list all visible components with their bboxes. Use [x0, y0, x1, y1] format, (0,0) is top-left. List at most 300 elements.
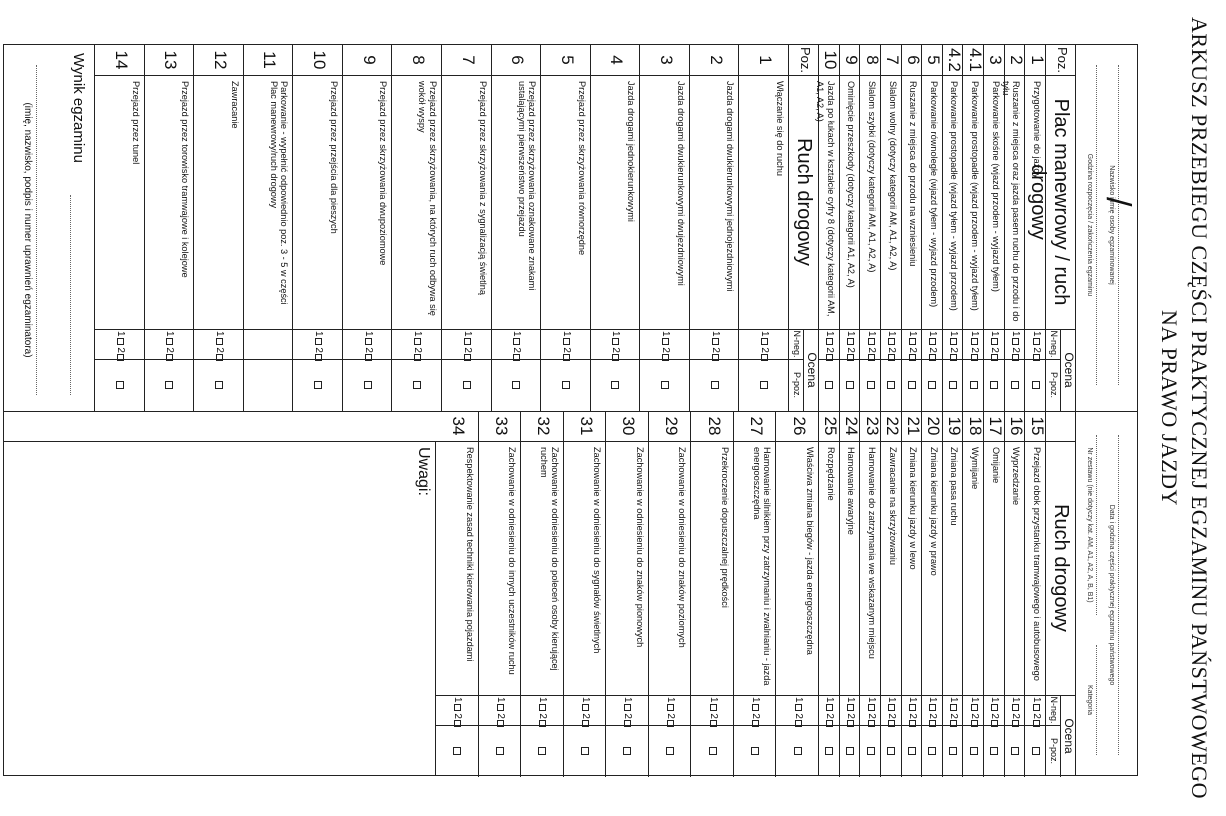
row-number: 22	[883, 416, 903, 436]
attempt-1-label: 1	[759, 331, 771, 337]
row-number: 24	[841, 416, 861, 436]
attempt-1-checkbox[interactable]	[930, 704, 937, 711]
row-number: 4.2	[945, 48, 965, 72]
row-label: Zmiana kierunku jazdy w prawo	[928, 447, 939, 576]
attempt-1-checkbox[interactable]	[1033, 704, 1040, 711]
attempt-1-label: 1	[660, 331, 672, 337]
attempt-2-label: 2	[824, 347, 836, 353]
attempt-1-checkbox[interactable]	[117, 338, 124, 345]
ppoz-checkbox[interactable]	[970, 747, 978, 755]
attempt-2-label: 2	[989, 347, 1001, 353]
attempt-2-checkbox[interactable]	[464, 354, 471, 361]
row-number: 10	[310, 50, 330, 70]
attempt-1-checkbox[interactable]	[826, 704, 833, 711]
attempt-2-label: 2	[759, 347, 771, 353]
ppoz-checkbox[interactable]	[1011, 381, 1019, 389]
attempt-2-checkbox[interactable]	[497, 720, 504, 727]
row-number: 28	[704, 416, 724, 436]
attempt-2-label: 2	[865, 713, 877, 719]
nneg-checkboxes[interactable]	[866, 697, 877, 727]
nneg-checkboxes[interactable]	[824, 331, 835, 361]
attempt-1-label: 1	[906, 697, 918, 703]
ppoz-checkbox[interactable]	[612, 381, 620, 389]
row-number: 23	[862, 416, 882, 436]
ppoz-checkbox[interactable]	[1032, 381, 1040, 389]
attempt-2-checkbox[interactable]	[513, 354, 520, 361]
attempt-2-checkbox[interactable]	[909, 720, 916, 727]
attempt-2-label: 2	[114, 347, 126, 353]
attempt-2-checkbox[interactable]	[888, 720, 895, 727]
attempt-2-checkbox[interactable]	[662, 354, 669, 361]
attempt-2-label: 2	[665, 713, 677, 719]
row-number: 5	[924, 55, 944, 65]
ocena-header-ruch: Ocena	[805, 352, 819, 388]
nneg-checkboxes[interactable]	[907, 697, 918, 727]
attempt-2-checkbox[interactable]	[868, 720, 875, 727]
row-label: Hamowanie silnikiem przy zatrzymaniu i zwalnianiu - jazda energooszczędna	[751, 447, 773, 686]
ppoz-checkbox[interactable]	[413, 381, 421, 389]
row-number: 9	[841, 55, 861, 65]
attempt-1-checkbox[interactable]	[667, 704, 674, 711]
row-label: Zachowanie w odniesieniu do innych uczestników ruchu	[507, 447, 518, 675]
attempt-2-checkbox[interactable]	[539, 720, 546, 727]
ppoz-checkbox[interactable]	[887, 381, 895, 389]
ppoz-checkbox[interactable]	[867, 381, 875, 389]
attempt-2-label: 2	[1010, 347, 1022, 353]
attempt-1-checkbox[interactable]	[761, 338, 768, 345]
name-label: Nazwisko i imię osoby egzaminowanej	[1108, 165, 1115, 285]
attempt-2-checkbox[interactable]	[1033, 354, 1040, 361]
attempt-2-checkbox[interactable]	[454, 720, 461, 727]
attempt-2-checkbox[interactable]	[991, 354, 998, 361]
ppoz-checkbox[interactable]	[1032, 747, 1040, 755]
nneg-checkboxes[interactable]	[660, 331, 671, 361]
nneg-label-right: N-neg.	[1049, 696, 1059, 724]
ppoz-checkbox[interactable]	[949, 747, 957, 755]
nneg-checkboxes[interactable]	[580, 697, 591, 727]
ocena-header-plac: Ocena	[1062, 352, 1076, 388]
attempt-1-checkbox[interactable]	[513, 338, 520, 345]
attempt-1-checkbox[interactable]	[166, 338, 173, 345]
row-label: Przejazd przez przejścia dla pieszych	[328, 81, 339, 234]
row-label: Przejazd przez torowisko tramwajowe i kolejowe	[180, 81, 191, 278]
attempt-1-checkbox[interactable]	[888, 338, 895, 345]
row-number: 2	[706, 55, 726, 65]
attempt-1-checkbox[interactable]	[662, 338, 669, 345]
nneg-checkboxes[interactable]	[623, 697, 634, 727]
row-label: Slalom szybki (dotyczy kategorii AM, A1, A2, A)	[866, 81, 877, 273]
ppoz-checkbox[interactable]	[990, 381, 998, 389]
row-label: Zachowanie w odniesieniu do znaków pionowych	[634, 447, 645, 648]
ppoz-checkbox[interactable]	[825, 747, 833, 755]
attempt-2-checkbox[interactable]	[847, 720, 854, 727]
nneg-checkboxes[interactable]	[948, 697, 959, 727]
nneg-checkboxes[interactable]	[115, 331, 126, 361]
nneg-checkboxes[interactable]	[1010, 697, 1021, 727]
row-label: Slalom wolny (dotyczy kategorii AM, A1, A2, A)	[887, 81, 898, 271]
nneg-checkboxes[interactable]	[793, 697, 804, 727]
attempt-1-label: 1	[213, 331, 225, 337]
ppoz-checkbox[interactable]	[624, 747, 632, 755]
attempt-2-checkbox[interactable]	[582, 720, 589, 727]
row-label: Wyprzedzanie	[1011, 447, 1022, 506]
attempt-2-label: 2	[1030, 347, 1042, 353]
attempt-2-checkbox[interactable]	[166, 354, 173, 361]
attempt-1-checkbox[interactable]	[1033, 338, 1040, 345]
nneg-checkboxes[interactable]	[907, 331, 918, 361]
attempt-1-checkbox[interactable]	[454, 704, 461, 711]
nneg-checkboxes[interactable]	[750, 697, 761, 727]
attempt-2-checkbox[interactable]	[826, 354, 833, 361]
ppoz-checkbox[interactable]	[846, 747, 854, 755]
attempt-2-label: 2	[948, 713, 960, 719]
attempt-2-label: 2	[844, 347, 856, 353]
attempt-2-checkbox[interactable]	[712, 354, 719, 361]
ppoz-checkbox[interactable]	[949, 381, 957, 389]
attempt-1-label: 1	[886, 331, 898, 337]
ppoz-checkbox[interactable]	[165, 381, 173, 389]
attempt-2-checkbox[interactable]	[909, 354, 916, 361]
attempt-2-checkbox[interactable]	[752, 720, 759, 727]
nneg-checkboxes[interactable]	[462, 331, 473, 361]
attempt-1-checkbox[interactable]	[710, 704, 717, 711]
attempt-1-checkbox[interactable]	[930, 338, 937, 345]
attempt-2-checkbox[interactable]	[950, 720, 957, 727]
attempt-1-checkbox[interactable]	[1012, 338, 1019, 345]
nneg-checkboxes[interactable]	[164, 331, 175, 361]
attempt-2-label: 2	[213, 347, 225, 353]
nneg-checkboxes[interactable]	[948, 331, 959, 361]
ppoz-checkbox[interactable]	[825, 381, 833, 389]
attempt-2-label: 2	[968, 713, 980, 719]
ppoz-checkbox[interactable]	[908, 747, 916, 755]
attempt-2-checkbox[interactable]	[563, 354, 570, 361]
attempt-2-label: 2	[824, 713, 836, 719]
attempt-1-label: 1	[1030, 697, 1042, 703]
attempt-1-checkbox[interactable]	[563, 338, 570, 345]
ppoz-checkbox[interactable]	[453, 747, 461, 755]
row-number: 33	[491, 416, 511, 436]
attempt-2-checkbox[interactable]	[847, 354, 854, 361]
attempt-1-checkbox[interactable]	[868, 338, 875, 345]
nneg-checkboxes[interactable]	[886, 697, 897, 727]
title-line1: ARKUSZ PRZEBIEGU CZĘŚCI PRAKTYCZNEJ EGZAMINU PAŃSTWOWEGO	[1187, 17, 1212, 799]
attempt-1-checkbox[interactable]	[888, 704, 895, 711]
nneg-checkboxes[interactable]	[452, 697, 463, 727]
attempt-1-label: 1	[1010, 331, 1022, 337]
ppoz-checkbox[interactable]	[116, 381, 124, 389]
attempt-2-checkbox[interactable]	[826, 720, 833, 727]
row-label: Ruszanie z miejsca oraz jazda pasem ruchu do przodu i do tyłu	[1000, 81, 1022, 322]
attempt-2-checkbox[interactable]	[971, 720, 978, 727]
attempt-2-label: 2	[610, 347, 622, 353]
attempt-2-label: 2	[948, 347, 960, 353]
attempt-2-checkbox[interactable]	[930, 354, 937, 361]
attempt-2-checkbox[interactable]	[971, 354, 978, 361]
attempt-1-checkbox[interactable]	[216, 338, 223, 345]
ppoz-checkbox[interactable]	[751, 747, 759, 755]
nneg-checkboxes[interactable]	[866, 331, 877, 361]
attempt-1-checkbox[interactable]	[539, 704, 546, 711]
row-number: 16	[1007, 416, 1027, 436]
ppoz-checkbox[interactable]	[867, 747, 875, 755]
attempt-1-checkbox[interactable]	[991, 338, 998, 345]
attempt-2-label: 2	[1030, 713, 1042, 719]
row-number: 18	[965, 416, 985, 436]
attempt-1-checkbox[interactable]	[971, 338, 978, 345]
attempt-1-checkbox[interactable]	[497, 704, 504, 711]
ppoz-checkbox[interactable]	[666, 747, 674, 755]
row-label: Parkowanie prostopadłe (wjazd przodem - wyjazd tyłem)	[970, 81, 981, 311]
nneg-checkboxes[interactable]	[886, 331, 897, 361]
row-number: 32	[534, 416, 554, 436]
ppoz-checkbox[interactable]	[990, 747, 998, 755]
ppoz-checkbox[interactable]	[314, 381, 322, 389]
attempt-2-label: 2	[461, 347, 473, 353]
row-label: Przekroczenie dopuszczalnej prędkości	[719, 447, 730, 608]
ppoz-checkbox[interactable]	[562, 381, 570, 389]
attempt-2-checkbox[interactable]	[315, 354, 322, 361]
attempt-2-checkbox[interactable]	[625, 720, 632, 727]
attempt-2-checkbox[interactable]	[888, 354, 895, 361]
nneg-checkboxes[interactable]	[708, 697, 719, 727]
row-label: Przejazd przez tunel	[130, 81, 141, 165]
row-label: Omijanie	[990, 447, 1001, 484]
attempt-2-label: 2	[886, 347, 898, 353]
attempt-1-checkbox[interactable]	[909, 338, 916, 345]
attempt-1-label: 1	[989, 331, 1001, 337]
ppoz-checkbox[interactable]	[661, 381, 669, 389]
attempt-2-label: 2	[709, 347, 721, 353]
time-label: Godzina rozpoczęcia / zakończenia egzaminu	[1086, 153, 1093, 297]
attempt-2-checkbox[interactable]	[868, 354, 875, 361]
ppoz-checkbox[interactable]	[711, 381, 719, 389]
attempt-2-checkbox[interactable]	[1012, 354, 1019, 361]
ppoz-checkbox[interactable]	[538, 747, 546, 755]
attempt-1-label: 1	[824, 697, 836, 703]
nneg-checkboxes[interactable]	[845, 331, 856, 361]
attempt-2-checkbox[interactable]	[710, 720, 717, 727]
attempt-1-label: 1	[989, 697, 1001, 703]
attempt-1-checkbox[interactable]	[991, 704, 998, 711]
ppoz-checkbox[interactable]	[908, 381, 916, 389]
attempt-1-label: 1	[948, 331, 960, 337]
row-number: 8	[409, 55, 429, 65]
attempt-2-label: 2	[906, 713, 918, 719]
attempt-1-label: 1	[164, 331, 176, 337]
ppoz-checkbox[interactable]	[929, 381, 937, 389]
attempt-1-checkbox[interactable]	[712, 338, 719, 345]
ppoz-checkbox[interactable]	[364, 381, 372, 389]
attempt-1-label: 1	[865, 697, 877, 703]
attempt-2-label: 2	[906, 347, 918, 353]
nneg-checkboxes[interactable]	[989, 331, 1000, 361]
nneg-checkboxes[interactable]	[561, 331, 572, 361]
attempt-2-label: 2	[660, 347, 672, 353]
category-label: Kategoria	[1086, 685, 1093, 715]
attempt-2-label: 2	[313, 347, 325, 353]
title-line2: NA PRAWO JAZDY	[1157, 310, 1182, 506]
attempt-1-checkbox[interactable]	[625, 704, 632, 711]
ppoz-checkbox[interactable]	[512, 381, 520, 389]
attempt-2-checkbox[interactable]	[991, 720, 998, 727]
nneg-checkboxes[interactable]	[928, 331, 939, 361]
attempt-2-checkbox[interactable]	[795, 720, 802, 727]
ppoz-checkbox[interactable]	[709, 747, 717, 755]
attempt-1-label: 1	[452, 697, 464, 703]
nneg-checkboxes[interactable]	[495, 697, 506, 727]
attempt-1-checkbox[interactable]	[613, 338, 620, 345]
ppoz-checkbox[interactable]	[929, 747, 937, 755]
attempt-1-label: 1	[886, 697, 898, 703]
row-number: 8	[862, 55, 882, 65]
attempt-1-checkbox[interactable]	[847, 704, 854, 711]
row-label: Jazda drogami dwukierunkowymi dwujezdniowymi	[675, 81, 686, 286]
ppoz-checkbox[interactable]	[887, 747, 895, 755]
row-label: Właściwa zmiana biegów - jazda energooszczędna	[805, 447, 815, 655]
row-label: Zachowanie w odniesieniu do sygnałów świetlnych	[592, 447, 603, 654]
row-number: 3	[986, 55, 1006, 65]
attempt-2-label: 2	[865, 347, 877, 353]
attempt-1-checkbox[interactable]	[950, 704, 957, 711]
attempt-1-checkbox[interactable]	[752, 704, 759, 711]
attempt-2-label: 2	[989, 713, 1001, 719]
attempt-1-label: 1	[114, 331, 126, 337]
ruch-section-title: Ruch drogowy	[793, 138, 815, 266]
attempt-2-checkbox[interactable]	[613, 354, 620, 361]
nneg-checkboxes[interactable]	[710, 331, 721, 361]
nneg-checkboxes[interactable]	[313, 331, 324, 361]
attempt-2-label: 2	[927, 347, 939, 353]
attempt-1-label: 1	[622, 697, 634, 703]
attempt-2-label: 2	[707, 713, 719, 719]
attempt-1-checkbox[interactable]	[464, 338, 471, 345]
nneg-checkboxes[interactable]	[537, 697, 548, 727]
row-label: Zmiana pasa ruchu	[949, 447, 960, 526]
attempt-1-checkbox[interactable]	[950, 338, 957, 345]
attempt-1-checkbox[interactable]	[1012, 704, 1019, 711]
ppoz-checkbox[interactable]	[215, 381, 223, 389]
row-label: Jazda drogami dwukierunkowymi jednojezdniowymi	[725, 81, 736, 292]
nneg-checkboxes[interactable]	[969, 697, 980, 727]
row-label: Respektowanie zasad techniki kierowania pojazdami	[464, 447, 475, 662]
attempt-1-checkbox[interactable]	[909, 704, 916, 711]
row-number: 17	[986, 416, 1006, 436]
attempt-1-label: 1	[968, 331, 980, 337]
attempt-2-checkbox[interactable]	[950, 354, 957, 361]
nneg-checkboxes[interactable]	[214, 331, 225, 361]
nneg-checkboxes[interactable]	[1031, 331, 1042, 361]
attempt-1-checkbox[interactable]	[971, 704, 978, 711]
nneg-checkboxes[interactable]	[845, 697, 856, 727]
attempt-2-checkbox[interactable]	[117, 354, 124, 361]
nneg-checkboxes[interactable]	[363, 331, 374, 361]
ppoz-checkbox[interactable]	[1011, 747, 1019, 755]
time-slash: /	[1099, 197, 1137, 207]
attempt-2-label: 2	[844, 713, 856, 719]
attempt-2-checkbox[interactable]	[930, 720, 937, 727]
ppoz-label: P-poz.	[1049, 371, 1059, 398]
row-number: 4	[607, 55, 627, 65]
attempt-2-label: 2	[511, 347, 523, 353]
attempt-2-checkbox[interactable]	[1033, 720, 1040, 727]
wynik-label: Wynik egzaminu	[70, 53, 87, 163]
ppoz-checkbox[interactable]	[794, 747, 802, 755]
attempt-2-label: 2	[579, 713, 591, 719]
row-label: Jazda po łukach w kształcie cyfry 8 (dotyczy kategorii AM, A1, A2, A)	[815, 81, 836, 317]
row-number: 3	[657, 55, 677, 65]
attempt-1-checkbox[interactable]	[795, 704, 802, 711]
ppoz-checkbox[interactable]	[463, 381, 471, 389]
attempt-1-label: 1	[844, 331, 856, 337]
attempt-2-checkbox[interactable]	[667, 720, 674, 727]
nneg-checkboxes[interactable]	[759, 331, 770, 361]
attempt-1-checkbox[interactable]	[847, 338, 854, 345]
attempt-1-label: 1	[844, 697, 856, 703]
row-label: Przejazd przez skrzyżowania równorzędne	[576, 81, 587, 256]
ppoz-label-ruch: P-poz.	[792, 371, 802, 398]
ppoz-checkbox[interactable]	[581, 747, 589, 755]
attempt-2-checkbox[interactable]	[761, 354, 768, 361]
row-number: 25	[821, 416, 841, 436]
ppoz-checkbox[interactable]	[970, 381, 978, 389]
nneg-checkboxes[interactable]	[969, 331, 980, 361]
attempt-2-checkbox[interactable]	[216, 354, 223, 361]
ruch-section-title-right: Ruch drogowy	[1050, 504, 1072, 632]
attempt-1-label: 1	[1030, 331, 1042, 337]
row-label: Parkowanie równoległe (wjazd tyłem - wyjazd przodem)	[928, 81, 939, 308]
nneg-checkboxes[interactable]	[989, 697, 1000, 727]
nneg-label-ruch: N-neg.	[792, 330, 802, 358]
attempt-2-label: 2	[622, 713, 634, 719]
row-label: Jazda drogami jednokierunkowymi	[626, 81, 637, 222]
attempt-2-checkbox[interactable]	[414, 354, 421, 361]
attempt-1-label: 1	[461, 331, 473, 337]
row-number: 31	[576, 416, 596, 436]
row-number: 5	[557, 55, 577, 65]
ocena-header-right: Ocena	[1062, 718, 1076, 754]
attempt-1-checkbox[interactable]	[315, 338, 322, 345]
row-number: 10	[821, 50, 841, 70]
row-label: Przejazd przez skrzyżowania, na których ruch odbywa się wokół wyspy	[417, 81, 438, 316]
attempt-1-label: 1	[906, 331, 918, 337]
nneg-checkboxes[interactable]	[511, 331, 522, 361]
row-number: 15	[1027, 416, 1047, 436]
attempt-2-checkbox[interactable]	[365, 354, 372, 361]
nneg-checkboxes[interactable]	[611, 331, 622, 361]
attempt-1-checkbox[interactable]	[414, 338, 421, 345]
attempt-1-label: 1	[560, 331, 572, 337]
ppoz-checkbox[interactable]	[846, 381, 854, 389]
attempt-1-checkbox[interactable]	[826, 338, 833, 345]
nneg-checkboxes[interactable]	[1031, 697, 1042, 727]
row-number: 14	[111, 50, 131, 70]
row-number: 7	[458, 55, 478, 65]
attempt-2-checkbox[interactable]	[1012, 720, 1019, 727]
attempt-1-checkbox[interactable]	[582, 704, 589, 711]
attempt-1-checkbox[interactable]	[868, 704, 875, 711]
nneg-checkboxes[interactable]	[824, 697, 835, 727]
nneg-checkboxes[interactable]	[412, 331, 423, 361]
nneg-checkboxes[interactable]	[928, 697, 939, 727]
ppoz-checkbox[interactable]	[760, 381, 768, 389]
attempt-2-label: 2	[494, 713, 506, 719]
nneg-checkboxes[interactable]	[1010, 331, 1021, 361]
poz-header: Poz.	[1055, 46, 1070, 73]
attempt-1-checkbox[interactable]	[365, 338, 372, 345]
nneg-checkboxes[interactable]	[665, 697, 676, 727]
ppoz-checkbox[interactable]	[496, 747, 504, 755]
